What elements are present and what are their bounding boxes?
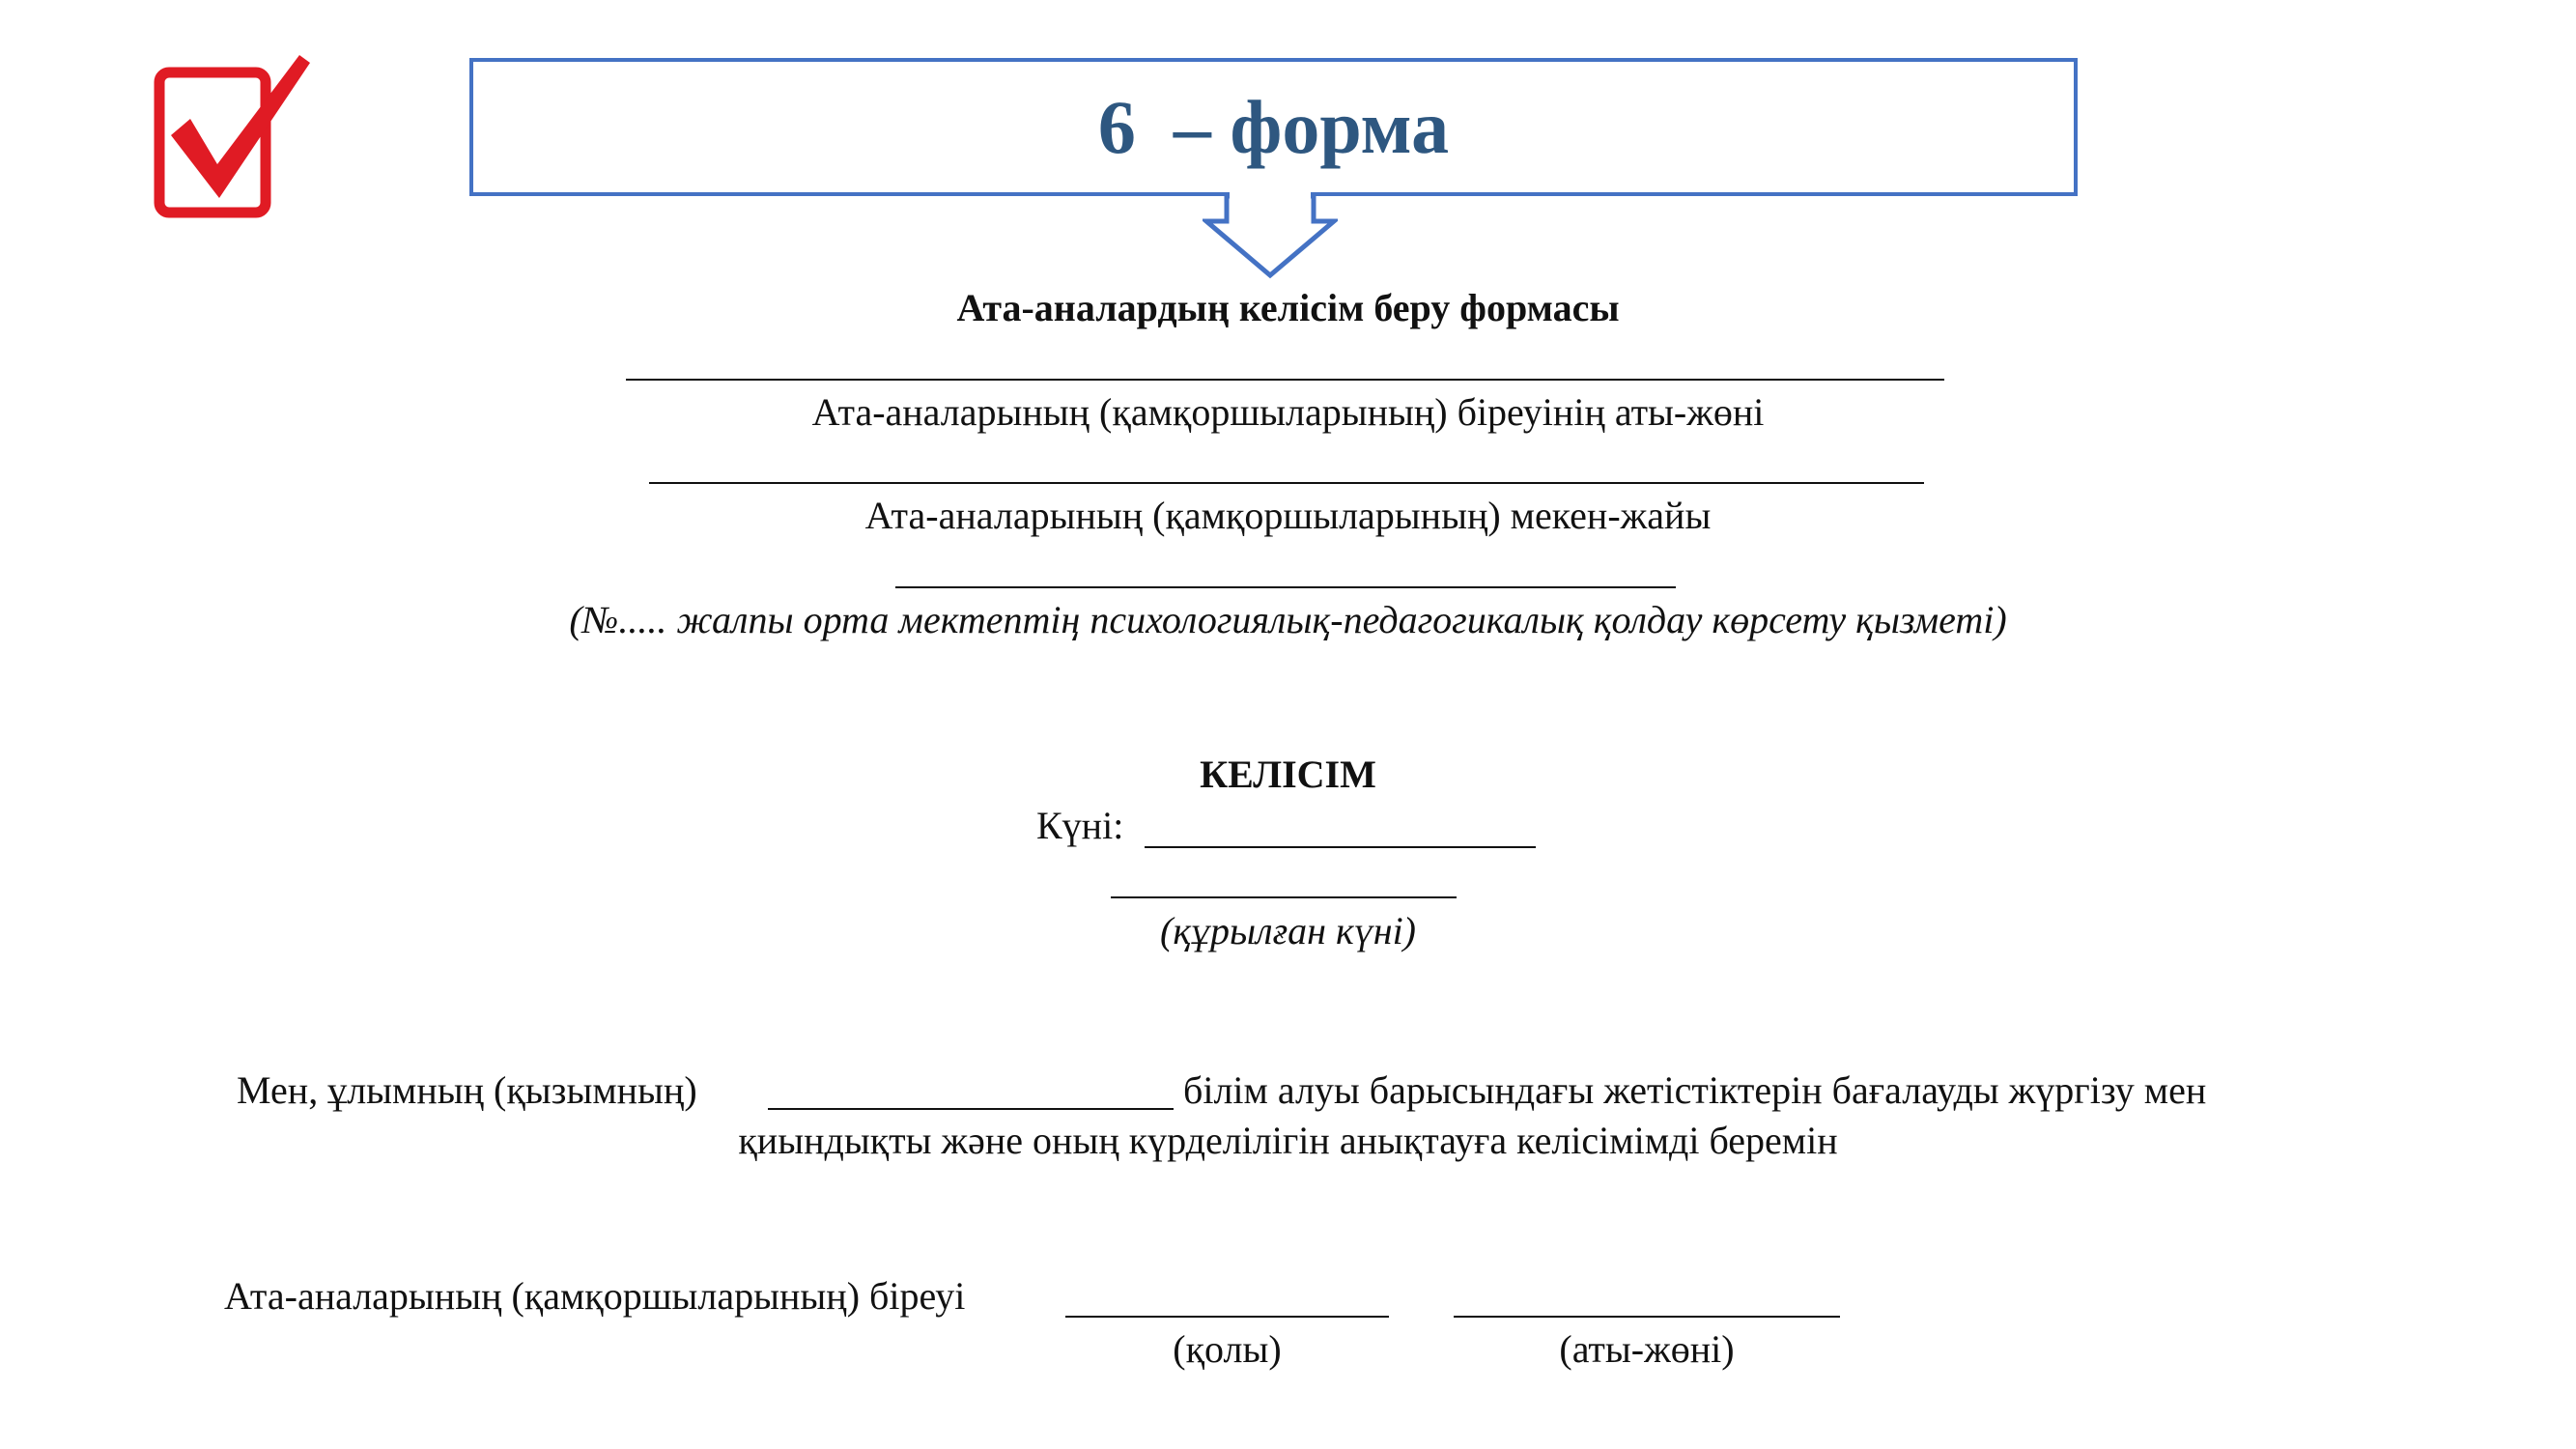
form-heading: Ата-аналардың келісім беру формасы	[956, 286, 1620, 329]
statement-prefix: Мен, ұлымның (қызымның)	[237, 1068, 697, 1112]
parent-name-line	[626, 379, 1944, 381]
checked-box-icon	[150, 43, 314, 222]
signature-label: Ата-аналарының (қамқоршыларының) біреуі	[224, 1274, 966, 1318]
parent-name-caption: Ата-аналарының (қамқоршыларының) біреуінің аты-жөні	[811, 390, 1765, 434]
school-caption: (№..... жалпы орта мектептің психологиялық-педагогикалық қолдау көрсету қызметі)	[569, 598, 2007, 641]
date-caption: (құрылған күні)	[1160, 909, 1416, 952]
date-line-2	[1111, 896, 1457, 898]
consent-title: КЕЛІСІМ	[1200, 753, 1376, 796]
signature-line	[1065, 1316, 1389, 1318]
parent-address-line	[649, 482, 1924, 484]
signature-caption: (қолы)	[1173, 1327, 1282, 1371]
name-caption: (аты-жөні)	[1559, 1327, 1735, 1371]
parent-address-caption: Ата-аналарының (қамқоршыларының) мекен-жайы	[864, 494, 1712, 537]
school-line	[895, 586, 1676, 588]
down-arrow-icon	[1203, 192, 1338, 279]
statement-line-2: қиындықты және оның күрделілігін анықтауға келісімімді беремін	[738, 1119, 1838, 1162]
date-line	[1145, 846, 1536, 848]
statement-suffix: білім алуы барысындағы жетістіктерін бағалауды жүргізу мен	[1183, 1068, 2207, 1112]
form-title: 6 – форма	[1097, 85, 1450, 169]
child-name-line	[768, 1108, 1174, 1110]
date-label: Күні:	[1036, 804, 1124, 847]
name-line	[1454, 1316, 1840, 1318]
